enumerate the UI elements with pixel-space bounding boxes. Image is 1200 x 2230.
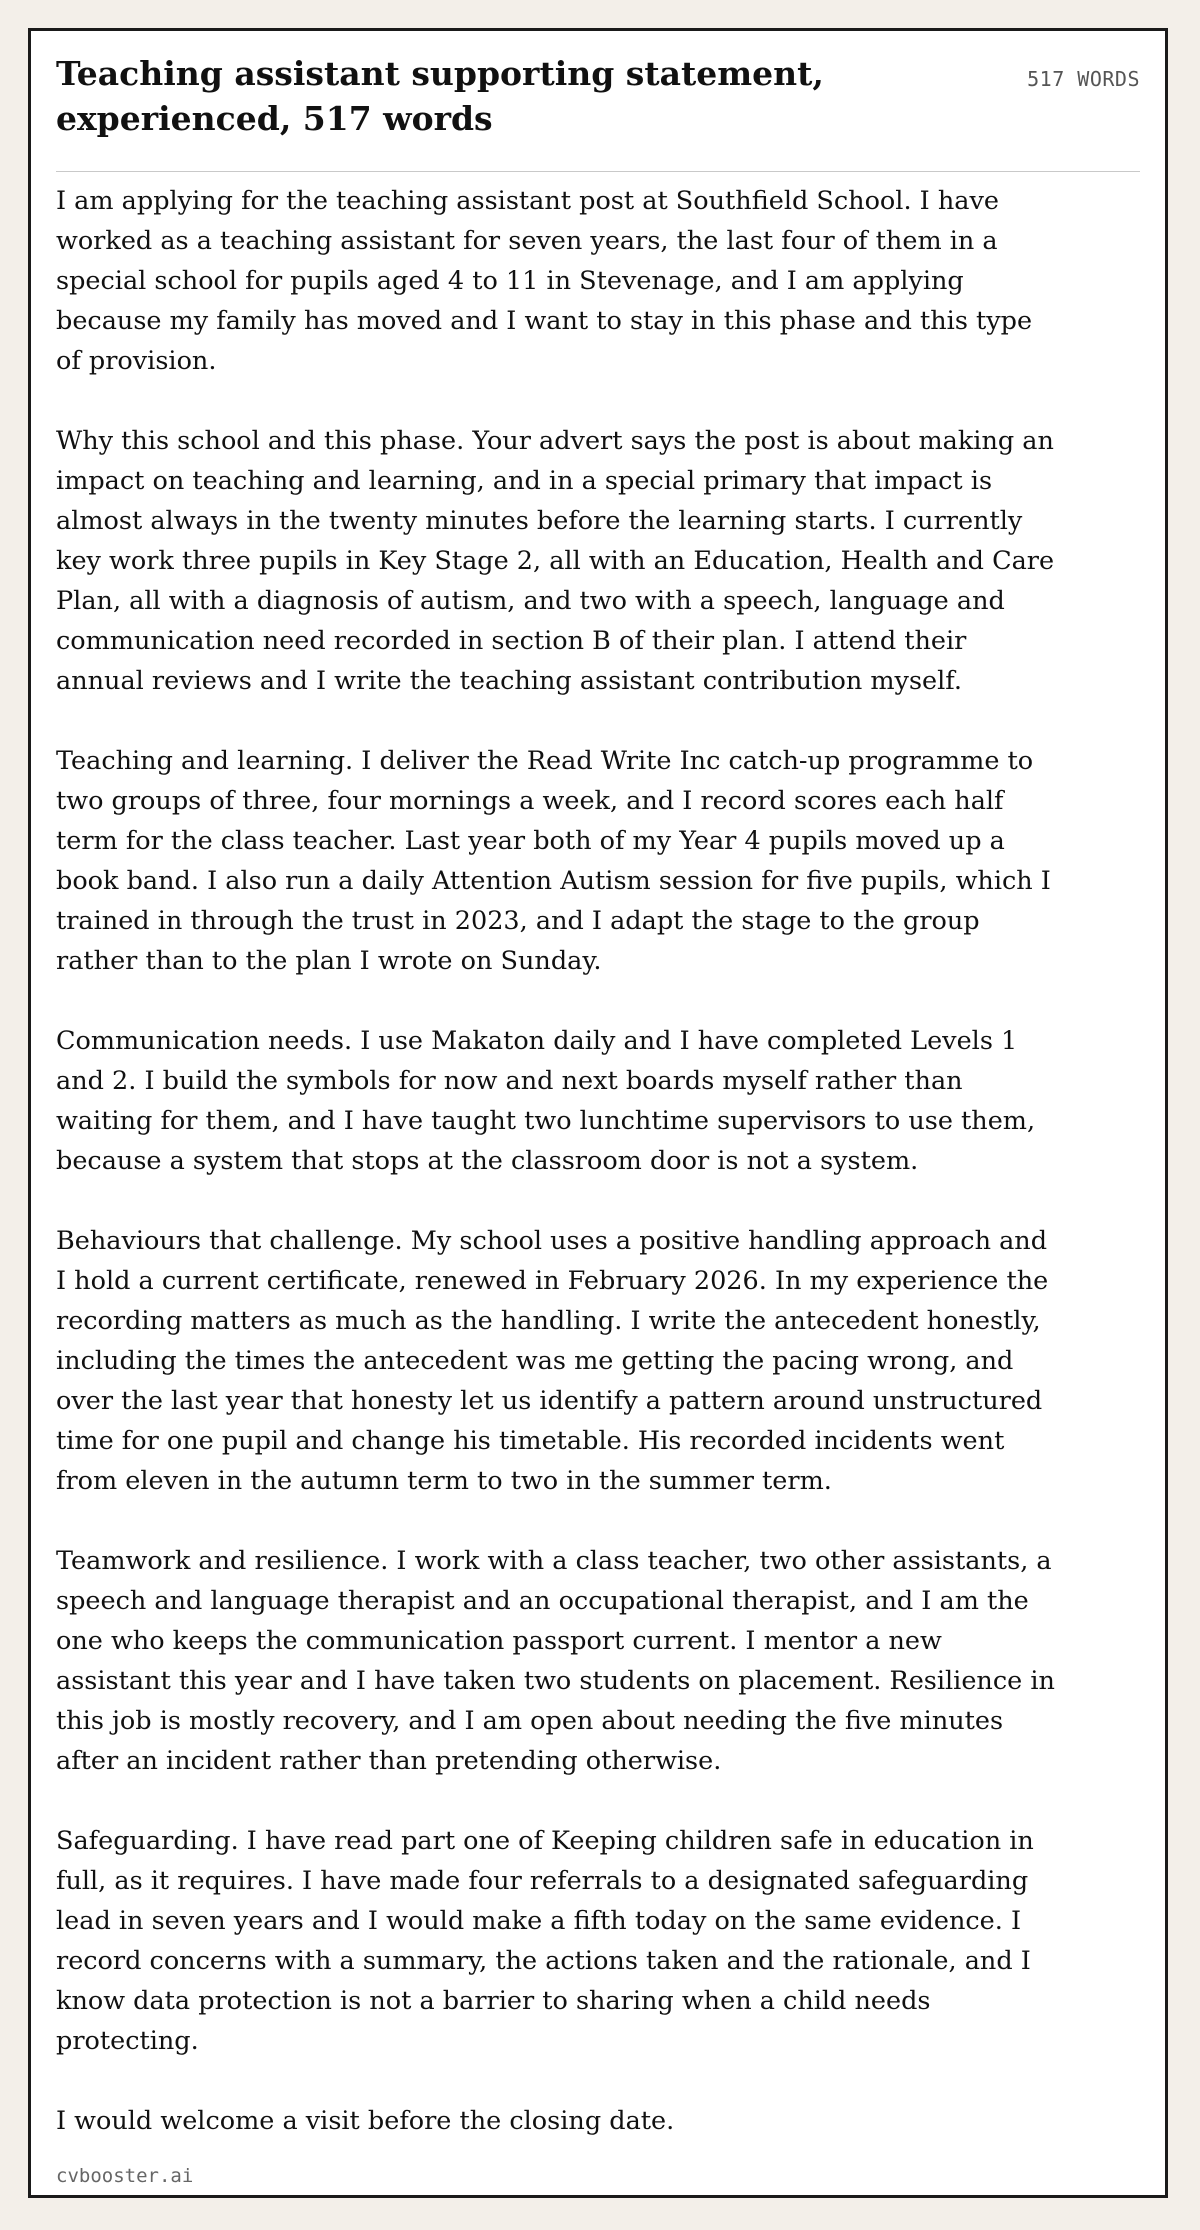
document-title: Teaching assistant supporting statement, experienced, 517 words — [56, 54, 824, 138]
footer-brand: cvbooster.ai — [56, 2165, 194, 2187]
paragraph-communication-needs: Communication needs. I use Makaton daily and I have completed Levels 1 and 2. I build the symbols for now and next boards myself rather than waiting for them, and I have taught two lunchtime supervisors to use them, because a system that stops at the classroom door is not a system. — [56, 1026, 1036, 1176]
paragraph-teamwork: Teamwork and resilience. I work with a class teacher, two other assistants, a speech and language therapist and an occupational therapist, and I am the one who keeps the communication passport current. I mentor a new assistant this year and I have taken two students on placement. Resilience in this job is mostly recovery, and I am open about needing the five minutes after an incident rather than pretending otherwise. — [56, 1546, 1055, 1776]
paragraph-safeguarding: Safeguarding. I have read part one of Keeping children safe in education in full, as it requires. I have made four referrals to a designated safeguarding lead in seven years and I would make a fifth today on the same evidence. I record concerns with a summary, the actions taken and the rationale, and I know data protection is not a barrier to sharing when a child needs protecting. — [56, 1826, 1034, 2056]
document-header — [56, 51, 1140, 172]
statement-body — [56, 181, 1056, 2181]
paragraph-closing: I would welcome a visit before the closing date. — [56, 2106, 675, 2136]
paragraph-behaviours: Behaviours that challenge. My school uses a positive handling approach and I hold a current certificate, renewed in February 2026. In my experience the recording matters as much as the handling. I write the antecedent honestly, including the times the antecedent was me getting the pacing wrong, and over the last year that honesty let us identify a pattern around unstructured time for one pupil and change his timetable. His recorded incidents went from eleven in the autumn term to two in the summer term. — [56, 1226, 1049, 1496]
paragraph-teaching-and-learning: Teaching and learning. I deliver the Read Write Inc catch-up programme to two groups of three, four mornings a week, and I record scores each half term for the class teacher. Last year both of my Year 4 pupils moved up a book band. I also run a daily Attention Autism session for five pupils, which I trained in through the trust in 2023, and I adapt the stage to the group rather than to the plan I wrote on Sunday. — [56, 746, 1051, 976]
word-count-label: 517 WORDS — [1027, 67, 1140, 91]
paragraph-intro: I am applying for the teaching assistant post at Southfield School. I have worked as a teaching assistant for seven years, the last four of them in a special school for pupils aged 4 to 11 in Stevenage, and I am applying because my family has moved and I want to stay in this phase and this type of provision. — [56, 186, 1033, 376]
statement-card — [28, 28, 1168, 2198]
paragraph-why-this-school: Why this school and this phase. Your advert says the post is about making an impact on teaching and learning, and in a special primary that impact is almost always in the twenty minutes before the learning starts. I currently key work three pupils in Key Stage 2, all with an Education, Health and Care Plan, all with a diagnosis of autism, and two with a speech, language and communication need recorded in section B of their plan. I attend their annual reviews and I write the teaching assistant contribution myself. — [56, 426, 1055, 696]
